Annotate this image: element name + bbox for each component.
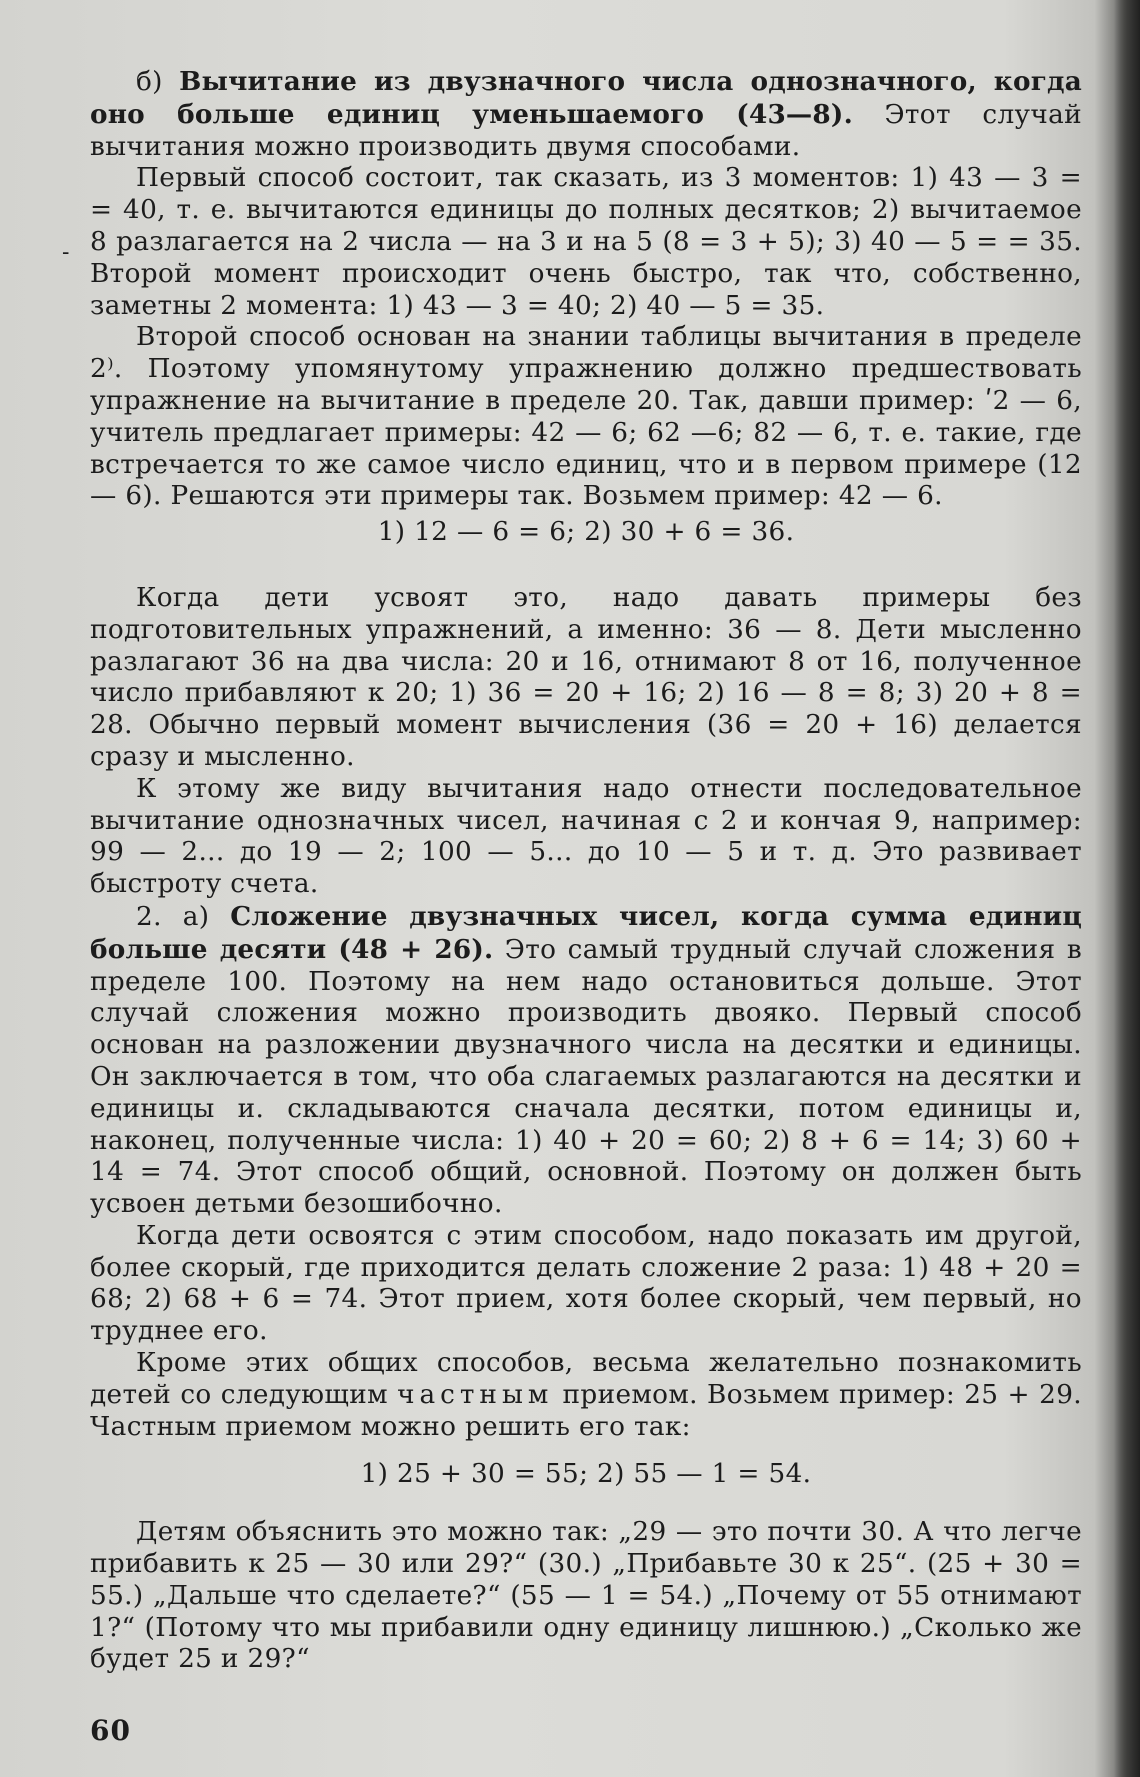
paragraph-explanation-dialogue: Детям объяснить это можно так: „29 — это почти 30. А что легче прибавить к 25 — 30 или 29?“ (30.) „Прибавьте 30 к 25“. (25 + 30 = 55.) „Дальше что сделаете?“ (55 — 1 = 54.) „Почему от 55 отнимают 1?“ (Потому что мы прибавили одну единицу лишнюю.) „Сколько же будет 25 и 29?“ <box>90 1517 1082 1675</box>
paragraph-sequential-subtraction: К этому же виду вычитания надо отнести последовательное вычитание однозначных чисел, начиная с 2 и кончая 9, например: 99 — 2... до 19 — 2; 100 — 5... до 10 — 5 и т. д. Это развивает быстроту счета. <box>90 773 1082 900</box>
paragraph-faster-method: Когда дети освоятся с этим способом, надо показать им другой, более скорый, где приходится делать сложение 2 раза: 1) 48 + 20 = 68; 2) 68 + 6 = 74. Этот прием, хотя более скорый, чем первый, но труднее его. <box>90 1220 1082 1347</box>
page-body <box>90 66 1082 1676</box>
paragraph-subtraction-case <box>90 66 1082 163</box>
page-number: 60 <box>90 1714 131 1747</box>
paragraph-text: Этот случай вычитания можно производить двумя способами. <box>90 99 1082 162</box>
paragraph-text: Кроме этих общих способов, весьма желательно познакомить детей со следующим <box>90 1348 1082 1410</box>
section-lead: 2. а) <box>136 901 210 932</box>
paragraph-text: приемом. Возьмем пример: 25 + 29. Частным приемом можно решить его так: <box>90 1379 1082 1442</box>
formula-example-2: 1) 25 + 30 = 55; 2) 55 — 1 = 54. <box>360 1459 812 1490</box>
formula-example-1: 1) 12 — 6 = 6; 2) 30 + 6 = 36. <box>377 517 795 548</box>
paragraph-second-method: Второй способ основан на знании таблицы вычитания в пределе 2⁾. Поэтому упомянутому упражнению должно предшествовать упражнение на вычитание в пределе 20. Так, давши пример: ʹ2 — 6, учитель предлагает примеры: 42 — 6; 62 —6; 82 — 6, т. е. такие, где встречается то же самое число единиц, что и в первом примере (12 — 6). Решаются эти примеры так. Возьмем пример: 42 — 6. <box>90 322 1082 512</box>
paragraph-addition-case <box>90 901 1082 1221</box>
section-lead: б) <box>136 67 163 97</box>
section-heading: Вычитание из двузначного числа однозначного, когда оно больше единиц уменьшаемого (43—8). <box>90 66 1082 130</box>
paragraph-first-method: Первый способ состоит, так сказать, из 3 моментов: 1) 43 — 3 = = 40, т. е. вычитаются единицы до полных десятков; 2) вычитаемое 8 разлагается на 2 числа — на 3 и на 5 (8 = 3 + 5); 3) 40 — 5 = = 35. Второй момент происходит очень быстро, так что, собственно, заметны 2 момента: 1) 43 — 3 = 40; 2) 40 — 5 = 35. <box>90 163 1082 321</box>
paragraph-children-practice: Когда дети усвоят это, надо давать примеры без подготовительных упражнений, а именно: 36 — 8. Дети мысленно разлагают 36 на два числа: 20 и 16, отнимают 8 от 16, полученное число прибавляют к 20; 1) 36 = 20 + 16; 2) 16 — 8 = 8; 3) 20 + 8 = 28. Обычно первый момент вычисления (36 = 20 + 16) делается сразу и мысленно. <box>90 582 1082 772</box>
spaced-emphasis-word: частным <box>397 1379 554 1410</box>
paragraph-text: Это самый трудный случай сложения в пределе 100. Поэтому на нем надо остановиться дольше. Этот случай сложения можно производить двояко. Первый способ основан на разложении двузначного числа на десятки и единицы. Он заключается в том, что оба слагаемых разлагаются на десятки и единицы и. складываются сначала десятки, потом единицы и, наконец, полученные числа: 1) 40 + 20 = 60; 2) 8 + 6 = 14; 3) 60 + 14 = 74. Этот способ общий, основной. Поэтому он должен быть усвоен детьми безошибочно. <box>90 934 1082 1220</box>
paragraph-special-method <box>90 1348 1082 1443</box>
section-heading: Сложение двузначных чисел, когда сумма единиц больше десяти (48 + 26). <box>90 900 1082 965</box>
margin-mark: - <box>62 240 70 265</box>
book-spine-shadow <box>1114 0 1140 1777</box>
